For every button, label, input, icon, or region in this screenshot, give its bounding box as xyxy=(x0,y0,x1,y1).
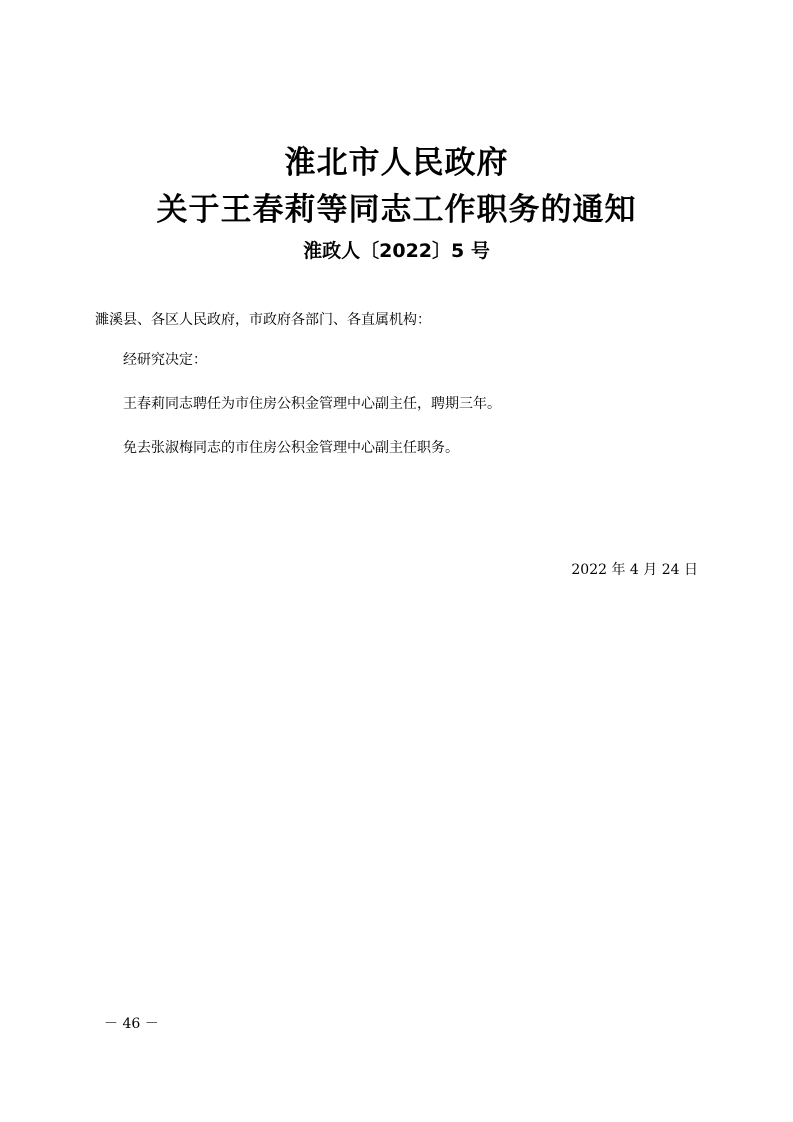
body-paragraph-decision: 经研究决定： xyxy=(123,352,207,368)
issue-date: 2022 年 4 月 24 日 xyxy=(571,562,698,578)
salutation: 濉溪县、各区人民政府，市政府各部门、各直属机构： xyxy=(95,312,431,328)
body-paragraph-appointment: 王春莉同志聘任为市住房公积金管理中心副主任，聘期三年。 xyxy=(123,396,501,412)
body-paragraph-removal: 免去张淑梅同志的市住房公积金管理中心副主任职务。 xyxy=(123,440,459,456)
document-title-subject: 关于王春莉等同志工作职务的通知 xyxy=(156,192,637,228)
document-title-issuer: 淮北市人民政府 xyxy=(284,145,509,181)
page-number: － 46 － xyxy=(104,1016,159,1032)
document-number: 淮政人〔2022〕5 号 xyxy=(303,240,490,262)
